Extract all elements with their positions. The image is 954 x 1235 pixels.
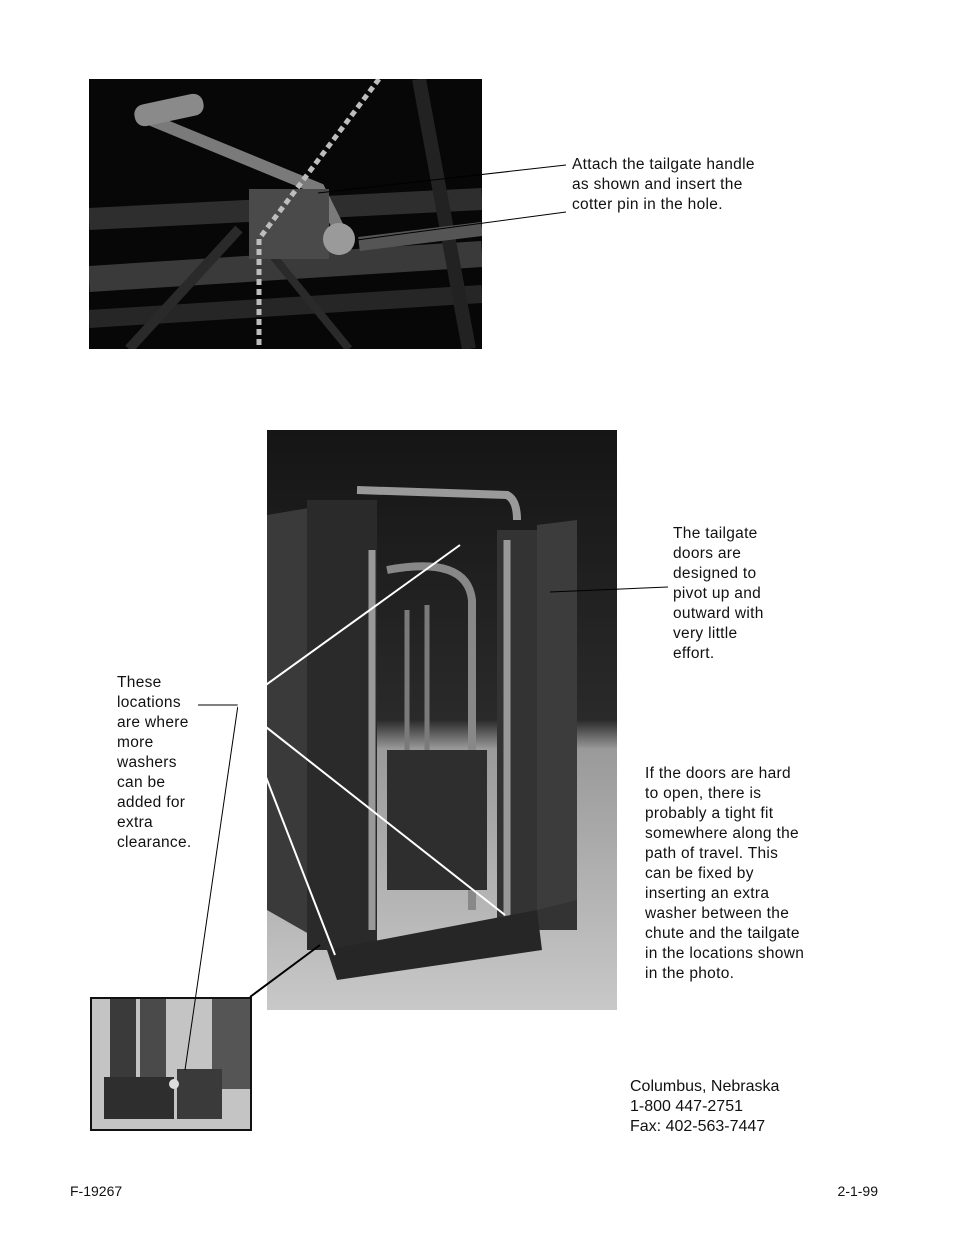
chute-photo [267,430,617,1010]
form-number: F-19267 [70,1183,123,1199]
document-date: 2-1-99 [837,1183,878,1199]
contact-fax: Fax: 402-563-7447 [630,1118,766,1135]
contact-block [630,1077,779,1137]
doors-callout: The tailgate doors are designed to pivot up and outward with very little effort. [673,525,764,662]
contact-phone: 1-800 447-2751 [630,1098,743,1115]
handle-photo [89,79,482,349]
contact-city: Columbus, Nebraska [630,1078,780,1095]
washers-callout: These locations are where more washers can be added for extra clearance. [117,674,192,851]
handle-callout: Attach the tailgate handle as shown and insert the cotter pin in the hole. [572,156,755,213]
washer-inset-photo [90,997,252,1131]
hard-to-open-callout: If the doors are hard to open, there is probably a tight fit somewhere along the path of travel. This can be fixed by inserting an extra washer between the chute and the tailgate in the locations shown in the photo. [645,765,805,982]
